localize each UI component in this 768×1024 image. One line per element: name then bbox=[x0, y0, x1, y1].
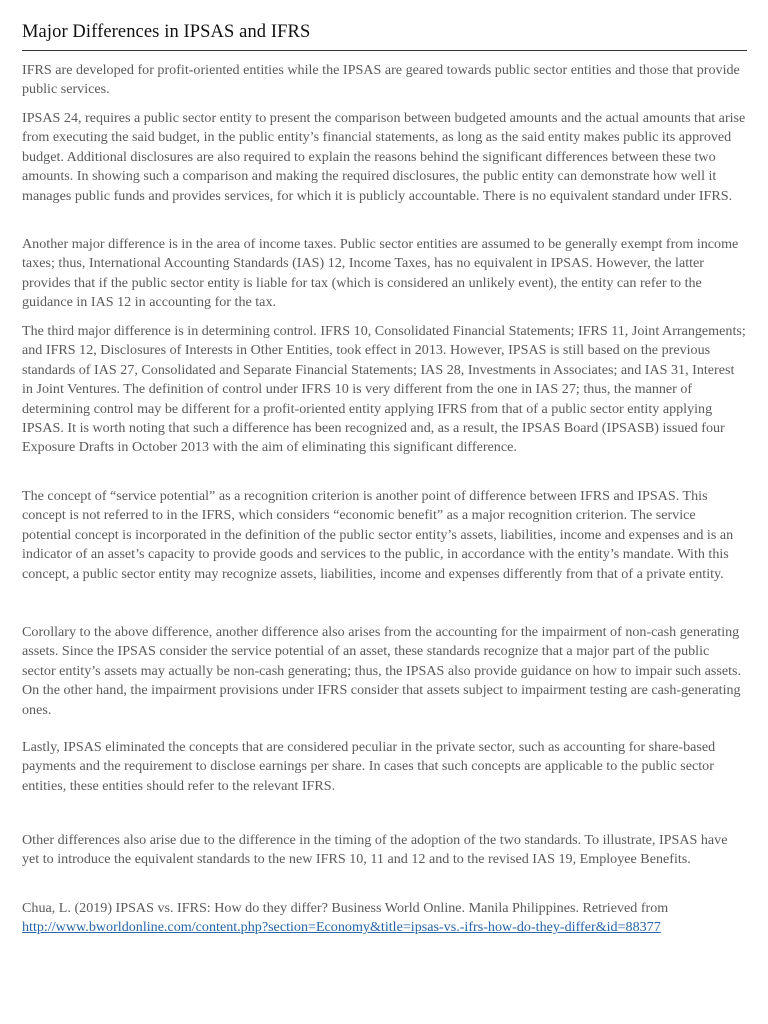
reference-citation: Chua, L. (2019) IPSAS vs. IFRS: How do they differ? Business World Online. Manila Philippines. Retrieved from bbox=[22, 900, 669, 916]
paragraph-share-based: Lastly, IPSAS eliminated the concepts that are considered peculiar in the private sector, such as accounting for share-based payments and the requirement to disclose earnings per share. In cases that such concepts are applicable to the public sector entities, these entities should refer to the relevant IFRS. bbox=[22, 739, 716, 794]
title-divider bbox=[22, 50, 747, 51]
paragraph-control: The third major difference is in determining control. IFRS 10, Consolidated Financial Statements; IFRS 11, Joint Arrangements; and IFRS 12, Disclosures of Interests in Other Entities, took effect in 2013. However, IPSAS is still based on the previous standards of IAS 27, Consolidated and Separate Financial Statements; IAS 28, Investments in Associates; and IAS 31, Interest in Joint Ventures. The definition of control under IFRS 10 is very different from the one in IAS 27; thus, the manner of determining control may be different for a profit-oriented entity applying IFRS from that of a public sector entity applying IPSAS. It is worth noting that such a difference has been recognized and, as a result, the IPSAS Board (IPSASB) issued four Exposure Drafts in October 2013 with the aim of eliminating this significant difference. bbox=[22, 323, 746, 456]
reference bbox=[22, 899, 746, 938]
paragraph-budget-comparison: IPSAS 24, requires a public sector entity to present the comparison between budgeted amounts and the actual amounts that arise from executing the said budget, in the public entity’s financial statements, as long as the said entity makes public its approved budget. Additional disclosures are also required to explain the reasons behind the significant differences between these two amounts. In showing such a comparison and making the required disclosures, the public entity can demonstrate how well it manages public funds and provides services, for which it is publicly accountable. There is no equivalent standard under IFRS. bbox=[22, 110, 746, 204]
paragraph-intro: IFRS are developed for profit-oriented entities while the IPSAS are geared towards public sector entities and those that provide public services. bbox=[22, 62, 740, 98]
reference-link[interactable]: http://www.bworldonline.com/content.php?section=Economy&title=ipsas-vs.-ifrs-how-do-they-differ&id=88377 bbox=[22, 919, 661, 936]
paragraph-service-potential: The concept of “service potential” as a recognition criterion is another point of difference between IFRS and IPSAS. This concept is not referred to in the IFRS, which considers “economic benefit” as a major recognition criterion. The service potential concept is incorporated in the definition of the public sector entity’s assets, liabilities, income and expenses and is an indicator of an asset’s capacity to provide goods and services to the public, in accordance with the entity’s mandate. With this concept, a public sector entity may recognize assets, liabilities, income and expenses differently from that of a private entity. bbox=[22, 488, 734, 582]
paragraph-income-taxes: Another major difference is in the area of income taxes. Public sector entities are assumed to be generally exempt from income taxes; thus, International Accounting Standards (IAS) 12, Income Taxes, has no equivalent in IPSAS. However, the latter provides that if the public sector entity is liable for tax (which is considered an unlikely event), the entity can refer to the guidance in IAS 12 in accounting for the tax. bbox=[22, 236, 739, 311]
document-title: Major Differences in IPSAS and IFRS bbox=[22, 22, 311, 42]
paragraph-other-differences: Other differences also arise due to the difference in the timing of the adoption of the two standards. To illustrate, IPSAS have yet to introduce the equivalent standards to the new IFRS 10, 11 and 12 and to the revised IAS 19, Employee Benefits. bbox=[22, 832, 728, 868]
paragraph-impairment: Corollary to the above difference, another difference also arises from the accounting for the impairment of non-cash generating assets. Since the IPSAS consider the service potential of an asset, these standards recognize that a major part of the public sector entity’s assets may actually be non-cash generating; thus, the IPSAS also provide guidance on how to impair such assets. On the other hand, the impairment provisions under IFRS consider that assets subject to impairment testing are cash-generating ones. bbox=[22, 624, 742, 718]
